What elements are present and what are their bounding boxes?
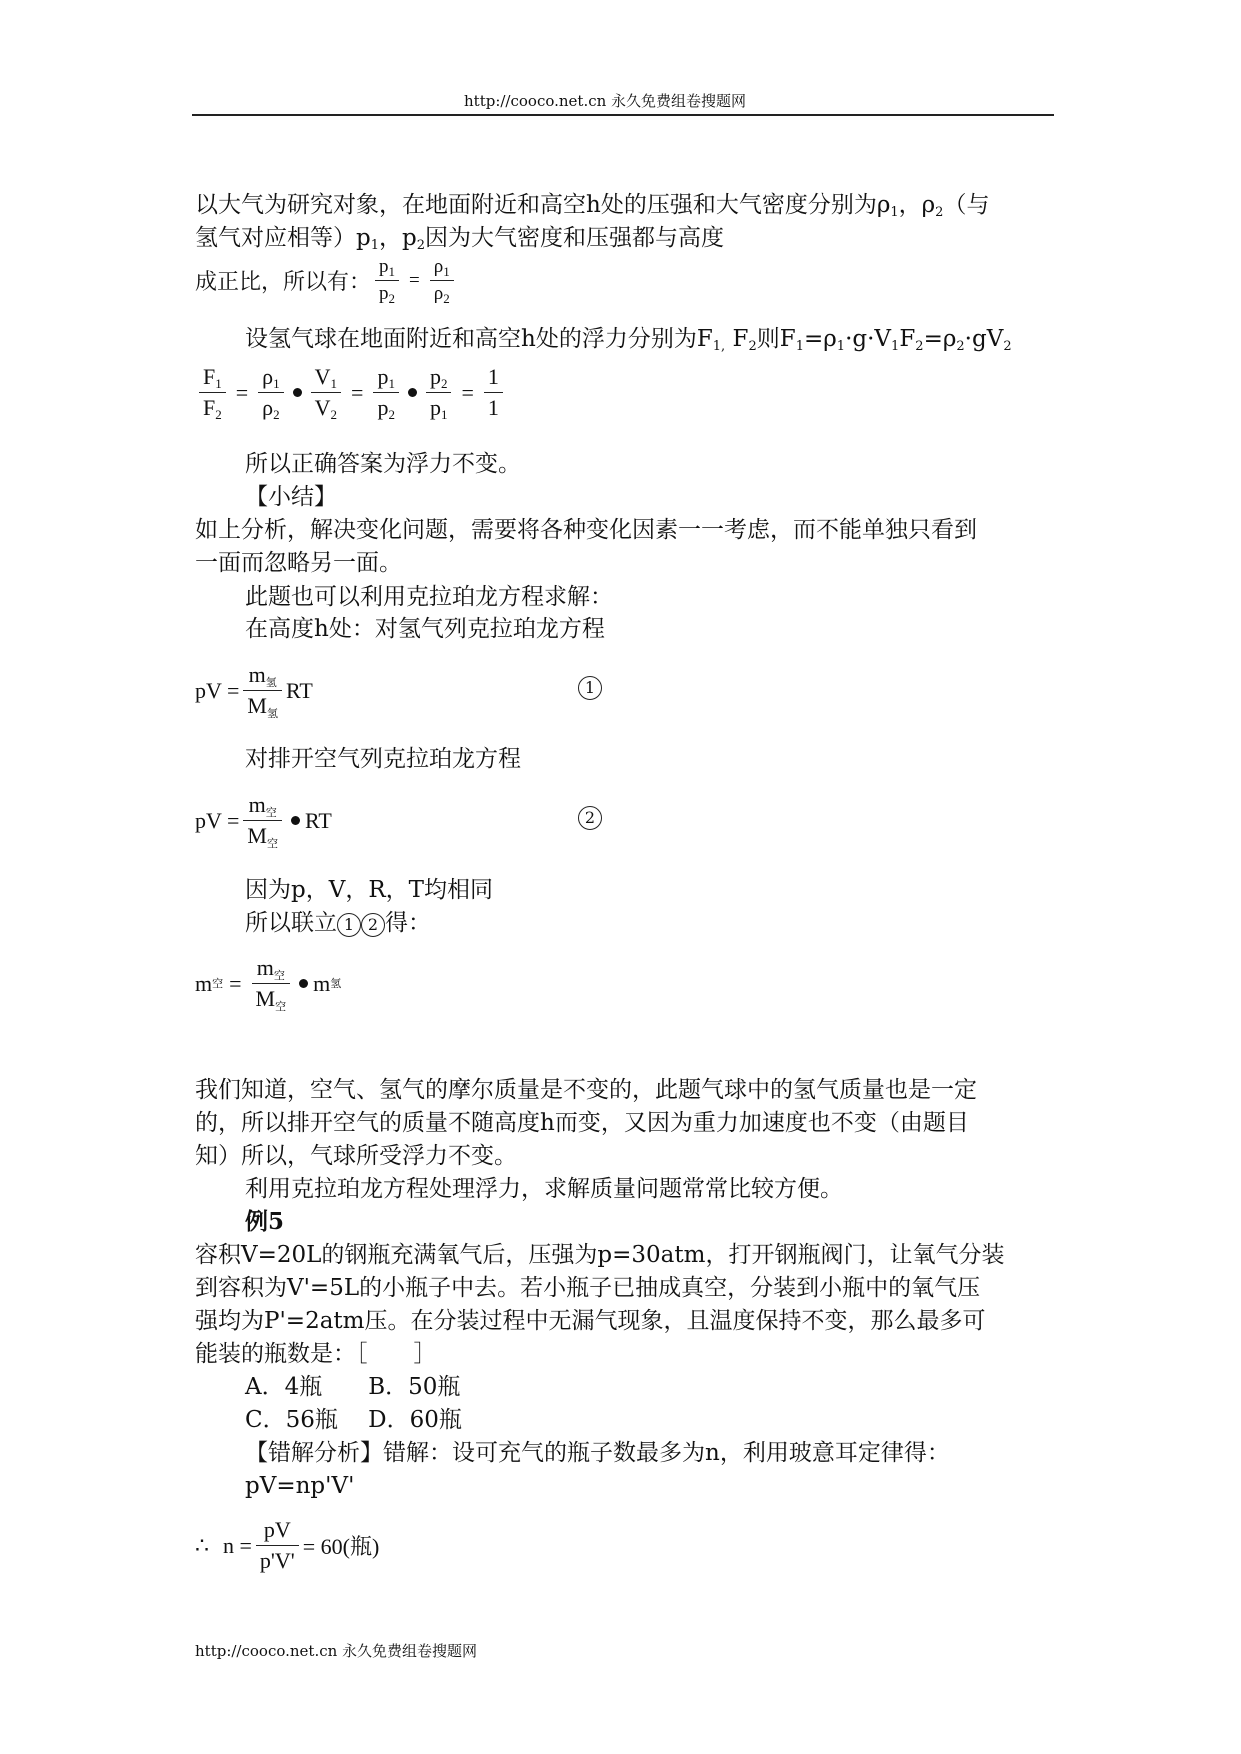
example-title: 例5 bbox=[245, 1208, 285, 1235]
circled-1: 1 bbox=[337, 913, 361, 937]
question-line2: 到容积为V'=5L的小瓶子中去。若小瓶子已抽成真空，分装到小瓶中的氧气压 bbox=[195, 1275, 981, 1301]
summary-line2: 一面而忽略另一面。 bbox=[195, 550, 402, 576]
options-cd: C．56瓶 D．60瓶 bbox=[245, 1407, 462, 1433]
header-rule bbox=[192, 114, 1054, 116]
know-line3: 知）所以，气球所受浮力不变。 bbox=[195, 1143, 517, 1169]
question-line1: 容积V=20L的钢瓶充满氧气后，压强为p=30atm，打开钢瓶阀门，让氧气分装 bbox=[195, 1242, 1005, 1268]
para2-line: 设氢气球在地面附近和高空h处的浮力分别为$F_{1,}$ $F_2$则$F_1=\rho_1\cdot g\cdot V_1F_2=\rho_2\cdot gV_2$ bbox=[245, 326, 1012, 354]
hydrogen-equation: pV = $\frac{m_氢}{M_氢}$ RT bbox=[195, 662, 313, 720]
equation-mark-2: 2 bbox=[578, 806, 602, 830]
options-ab: A．4瓶 B．50瓶 bbox=[245, 1374, 461, 1400]
air-equation: pV = $\frac{m_空}{M_空}$ RT bbox=[195, 792, 332, 850]
know-line1: 我们知道，空气、氢气的摩尔质量是不变的，此题气球中的氢气质量也是一定 bbox=[195, 1077, 977, 1103]
mass-equation: m 空 = $\frac{m_空}{M_空}$ m 氢 bbox=[195, 955, 342, 1013]
alt-line2: 在高度h处：对氢气列克拉珀龙方程 bbox=[245, 616, 605, 642]
para1-line2: 氢气对应相等）$p_1$，$p_2$因为大气密度和压强都与高度 bbox=[195, 225, 725, 253]
multiply-dot bbox=[293, 388, 302, 397]
summary-title: 【小结】 bbox=[245, 484, 337, 510]
n-equation: ∴ n = $\frac{pV}{p'V'}$ = 60(瓶) bbox=[195, 1517, 380, 1573]
ratio-equation: 成正比，所以有： $\frac{p_1}{p_2}$ = $\frac{\rho_1}{\rho_2}$ bbox=[195, 256, 458, 305]
para1-line1: 以大气为研究对象，在地面附近和高空h处的压强和大气密度分别为$\rho_1$，$\rho_2$（与 bbox=[195, 192, 990, 220]
convenient-line: 利用克拉珀龙方程处理浮力，求解质量问题常常比较方便。 bbox=[245, 1176, 843, 1202]
page-header: http://cooco.net.cn 永久免费组卷搜题网 bbox=[464, 92, 747, 110]
page-footer: http://cooco.net.cn 永久免费组卷搜题网 bbox=[195, 1642, 478, 1660]
question-line4: 能装的瓶数是：［ ］ bbox=[195, 1341, 437, 1367]
ratio-lead: 成正比，所以有： bbox=[195, 270, 372, 295]
summary-line1: 如上分析，解决变化问题，需要将各种变化因素一一考虑，而不能单独只看到 bbox=[195, 517, 977, 543]
wrong-analysis: 【错解分析】错解：设可充气的瓶子数最多为n，利用玻意耳定律得： bbox=[245, 1440, 950, 1466]
force-ratio-equation: $\frac{F_1}{F_2}$ = $\frac{\rho_1}{\rho_2}$ $\frac{V_1}{V_2}$ = $\frac{p_1}{p_2}$ $\frac{p_2}{p_1}$ = $\frac{1}{1}$ bbox=[195, 364, 507, 421]
boyle-equation: pV=np'V' bbox=[245, 1473, 355, 1499]
equation-mark-1: 1 bbox=[578, 676, 602, 700]
multiply-dot bbox=[299, 979, 308, 988]
combine-line: 所以联立 1 2 得： bbox=[245, 910, 431, 936]
same-variables-line: 因为p，V，R，T均相同 bbox=[245, 877, 493, 903]
multiply-dot bbox=[291, 816, 300, 825]
alt-line1: 此题也可以利用克拉珀龙方程求解： bbox=[245, 584, 613, 610]
multiply-dot bbox=[408, 388, 417, 397]
question-line3: 强均为P'=2atm压。在分装过程中无漏气现象，且温度保持不变，那么最多可 bbox=[195, 1308, 986, 1334]
circled-2: 2 bbox=[361, 913, 385, 937]
know-line2: 的，所以排开空气的质量不随高度h而变，又因为重力加速度也不变（由题目 bbox=[195, 1110, 969, 1136]
air-eq-title: 对排开空气列克拉珀龙方程 bbox=[245, 746, 521, 772]
answer-line: 所以正确答案为浮力不变。 bbox=[245, 451, 521, 477]
